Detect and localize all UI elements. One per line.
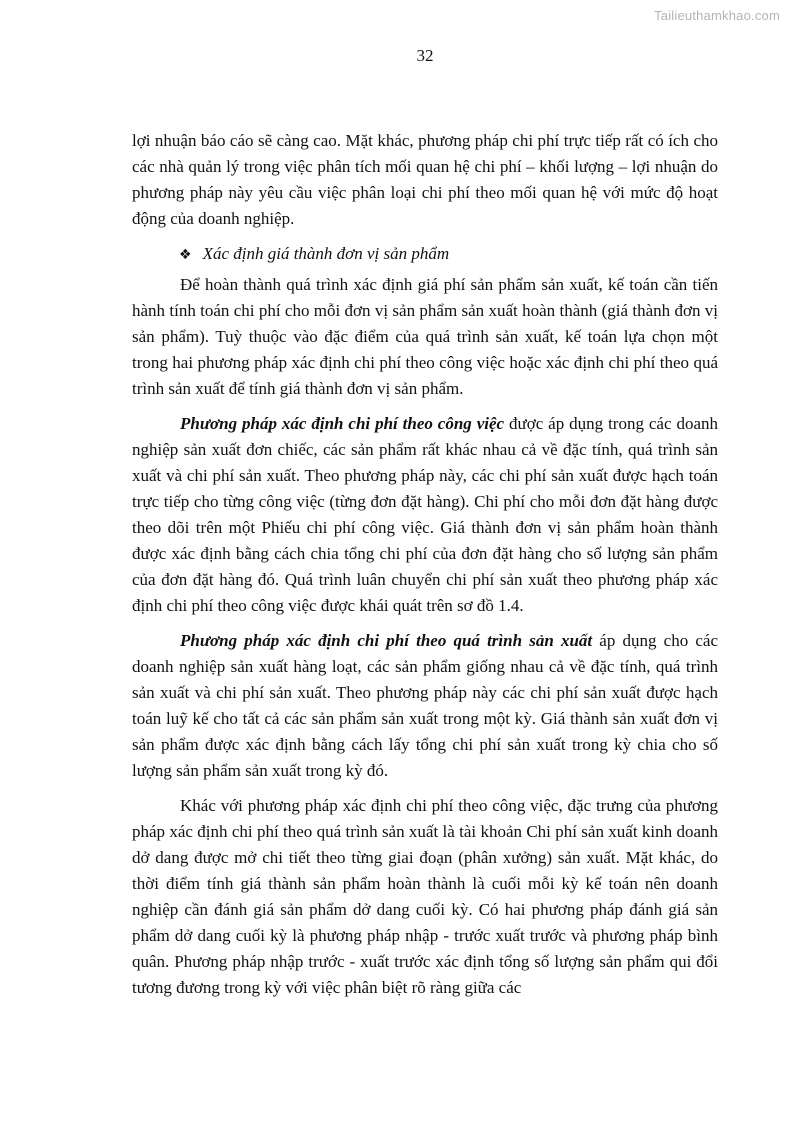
diamond-bullet-icon: ❖ [179, 247, 192, 263]
page-number: 32 [416, 46, 434, 65]
bullet-heading-unit-cost [132, 241, 718, 268]
paragraph-process-costing-characteristics [132, 793, 718, 1001]
page-content [132, 128, 718, 1010]
paragraph-lead-bold-italic: Phương pháp xác định chi phí theo công việc [180, 414, 505, 433]
paragraph-text: được áp dụng trong các doanh nghiệp sản xuất đơn chiếc, các sản phẩm rất khác nhau cả về đặc tính, quá trình sản xuất và chi phí sản xuất. Theo phương pháp này, các chi phí sản xuất được hạch toán trực tiếp cho từng công việc (từng đơn đặt hàng). Chi phí cho mỗi đơn đặt hàng được theo dõi trên một Phiếu chi phí công việc. Giá thành đơn vị sản phẩm hoàn thành được xác định bằng cách chia tổng chi phí của đơn đặt hàng cho số lượng sản phẩm của đơn đặt hàng đó. Quá trình luân chuyển chi phí sản xuất theo phương pháp xác định chi phí theo công việc được khái quát trên sơ đồ 1.4. [132, 414, 718, 615]
paragraph-process-costing [132, 628, 718, 784]
paragraph-direct-cost-benefits [132, 128, 718, 232]
paragraph-text: Để hoàn thành quá trình xác định giá phí sản phẩm sản xuất, kế toán cần tiến hành tính toán chi phí cho mỗi đơn vị sản phẩm sản xuất hoàn thành (giá thành đơn vị sản phẩm). Tuỳ thuộc vào đặc điểm của quá trình sản xuất, kế toán lựa chọn một trong hai phương pháp xác định chi phí theo công việc hoặc xác định chi phí theo quá trình sản xuất để tính giá thành đơn vị sản phẩm. [132, 275, 718, 398]
bullet-heading-text: Xác định giá thành đơn vị sản phẩm [202, 244, 450, 263]
paragraph-lead-bold-italic: Phương pháp xác định chi phí theo quá trình sản xuất [180, 631, 593, 650]
paragraph-unit-cost-intro [132, 272, 718, 402]
paragraph-job-order-costing [132, 411, 718, 619]
watermark: Tailieuthamkhao.com [654, 8, 780, 23]
paragraph-text: áp dụng cho các doanh nghiệp sản xuất hàng loạt, các sản phẩm giống nhau cả về đặc tính, quá trình sản xuất và chi phí sản xuất. Theo phương pháp này các chi phí sản xuất được hạch toán luỹ kế cho tất cả các sản phẩm sản xuất trong một kỳ. Giá thành sản xuất đơn vị sản phẩm được xác định bằng cách lấy tổng chi phí sản xuất trong kỳ chia cho số lượng sản phẩm sản xuất trong kỳ đó. [132, 631, 719, 780]
paragraph-text: lợi nhuận báo cáo sẽ càng cao. Mặt khác, phương pháp chi phí trực tiếp rất có ích cho các nhà quản lý trong việc phân tích mối quan hệ chi phí – khối lượng – lợi nhuận do phương pháp này yêu cầu việc phân loại chi phí theo mối quan hệ với mức độ hoạt động của doanh nghiệp. [132, 131, 718, 228]
paragraph-text: Khác với phương pháp xác định chi phí theo công việc, đặc trưng của phương pháp xác định chi phí theo quá trình sản xuất là tài khoản Chi phí sản xuất kinh doanh dở dang được mở chi tiết theo từng giai đoạn (phân xưởng) sản xuất. Mặt khác, do thời điểm tính giá thành sản phẩm hoàn thành là cuối mỗi kỳ kế toán nên doanh nghiệp cần đánh giá sản phẩm dở dang cuối kỳ. Có hai phương pháp đánh giá sản phẩm dở dang cuối kỳ là phương pháp nhập - trước xuất trước và phương pháp bình quân. Phương pháp nhập trước - xuất trước xác định tổng số lượng sản phẩm qui đổi tương đương trong kỳ với việc phân biệt rõ ràng giữa các [132, 796, 718, 997]
